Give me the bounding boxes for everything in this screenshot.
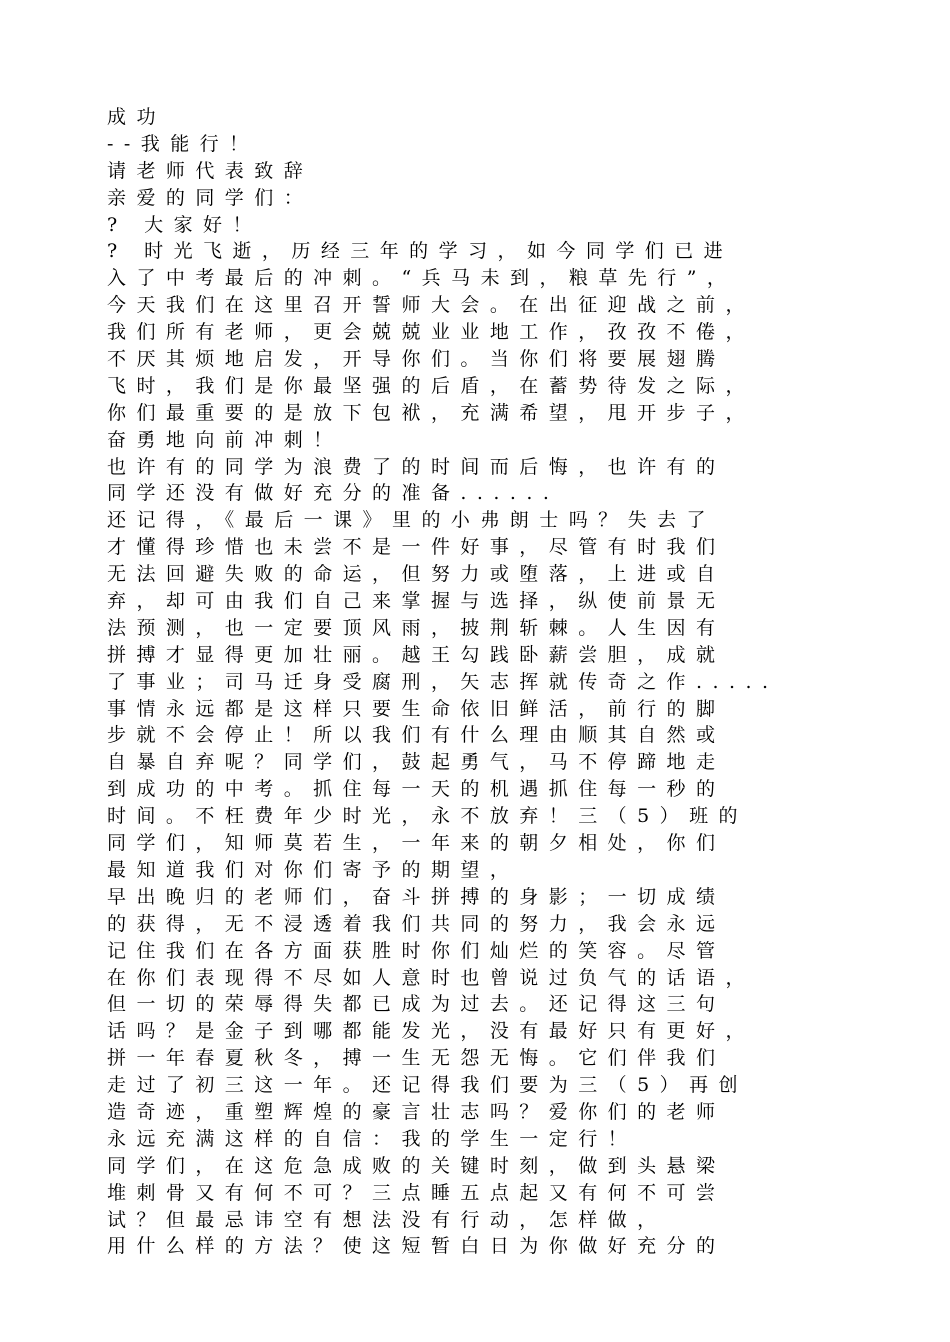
text-line: 在你们表现得不尽如人意时也曾说过负气的话语， [107,966,755,989]
text-line: 时间。不枉费年少时光，永不放弃！三（5）班的 [107,805,748,828]
text-line: 入了中考最后的冲刺。“兵马未到，粮草先行”， [107,267,737,290]
text-line: 堆刺骨又有何不可？三点睡五点起又有何不可尝 [107,1181,726,1204]
text-line: 才懂得珍惜也未尝不是一件好事，尽管有时我们 [107,536,726,559]
doc-title: 成功 [107,106,166,128]
text-line: 走过了初三这一年。还记得我们要为三（5）再创 [107,1074,748,1097]
text-line: 拼一年春夏秋冬，搏一生无怨无悔。它们伴我们 [107,1047,726,1070]
text-line: 我们所有老师，更会兢兢业业地工作，孜孜不倦， [107,321,755,344]
speech-text [107,104,867,1260]
text-line: 但一切的荣辱得失都已成为过去。还记得这三句 [107,993,726,1016]
text-line: 飞时，我们是你最坚强的后盾，在蓄势待发之际， [107,374,755,397]
text-line: 同学们，在这危急成败的关键时刻，做到头悬梁 [107,1154,726,1177]
text-line: 永远充满这样的自信：我的学生一定行！ [107,1127,638,1150]
doc-subtitle: --我能行！ [107,132,259,155]
text-line: 到成功的中考。抓住每一天的机遇抓住每一秒的 [107,778,726,801]
text-line: 记住我们在各方面获胜时你们灿烂的笑容。尽管 [107,939,726,962]
text-line: ? 大家好！ [107,213,262,236]
text-line: 事情永远都是这样只要生命依旧鲜活，前行的脚 [107,697,726,720]
text-line: 自暴自弃呢？同学们，鼓起勇气，马不停蹄地走 [107,751,726,774]
text-line: 拼搏才显得更加壮丽。越王勾践卧薪尝胆，成就 [107,643,726,666]
text-line: 试？但最忌讳空有想法没有行动，怎样做， [107,1208,667,1231]
text-line: 也许有的同学为浪费了的时间而后悔，也许有的 [107,455,726,478]
text-line: 你们最重要的是放下包袱，充满希望，甩开步子， [107,401,755,424]
text-line: 了事业；司马迁身受腐刑，矢志挥就传奇之作..... [107,670,779,693]
text-line: 亲爱的同学们： [107,186,314,209]
text-line: 不厌其烦地启发，开导你们。当你们将要展翅腾 [107,348,726,371]
text-line: 弃，却可由我们自己来掌握与选择，纵使前景无 [107,590,726,613]
text-line: 最知道我们对你们寄予的期望， [107,858,520,881]
text-line: 还记得，《最后一课》里的小弗朗士吗？失去了 [107,509,716,532]
text-line: 话吗？是金子到哪都能发光，没有最好只有更好， [107,1020,755,1043]
text-line: 请老师代表致辞 [107,159,314,182]
text-line: 无法回避失败的命运，但努力或堕落，上进或自 [107,563,726,586]
text-line: 同学还没有做好充分的准备...... [107,482,560,505]
text-line: 同学们，知师莫若生，一年来的朝夕相处，你们 [107,832,726,855]
text-line: 用什么样的方法？使这短暂白日为你做好充分的 [107,1235,726,1258]
text-line: 造奇迹，重塑辉煌的豪言壮志吗？爱你们的老师 [107,1100,726,1123]
text-line: ? 时光飞逝，历经三年的学习，如今同学们已进 [107,240,734,263]
text-line: 法预测，也一定要顶风雨，披荆斩棘。人生因有 [107,616,726,639]
text-line: 今天我们在这里召开誓师大会。在出征迎战之前， [107,294,755,317]
text-line: 的获得，无不浸透着我们共同的努力，我会永远 [107,912,726,935]
text-line: 奋勇地向前冲刺！ [107,428,343,451]
text-line: 早出晚归的老师们，奋斗拼搏的身影；一切成绩 [107,885,726,908]
text-line: 步就不会停止！所以我们有什么理由顺其自然或 [107,724,726,747]
